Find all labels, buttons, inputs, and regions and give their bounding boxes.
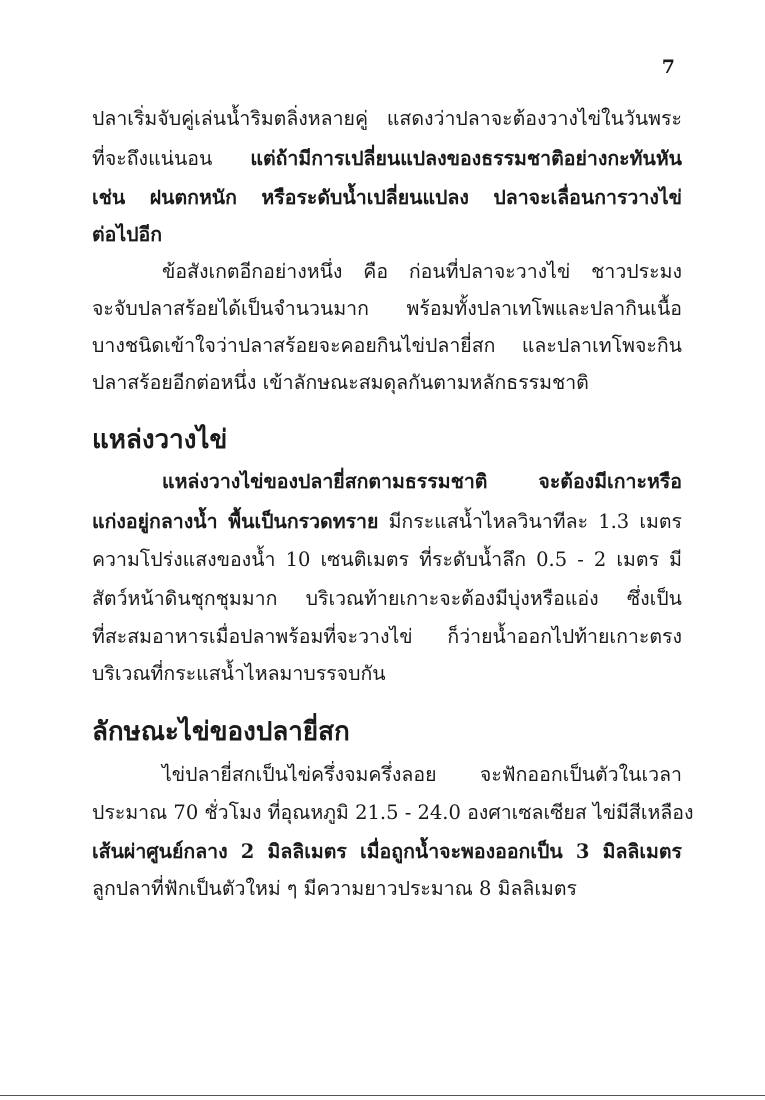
text-line: บริเวณที่กระแสน้ำไหลมาบรรจบกัน [92,662,386,685]
section-heading: ลักษณะไข่ของปลายี่สก [92,717,350,747]
text-line: ลูกปลาที่ฟักเป็นตัวใหม่ ๆ มีความยาวประมาณ 8 มิลลิเมตร [92,877,577,900]
text-line: ข้อสังเกตอีกอย่างหนึ่ง คือ ก่อนที่ปลาจะวางไข่ ชาวประมง [162,260,682,283]
text-line: ปลาเริ่มจับคู่เล่นน้ำริมตลิ่งหลายคู่ แสดงว่าปลาจะต้องวางไข่ในวันพระ [92,107,682,130]
text-line: ประมาณ 70 ชั่วโมง ที่อุณหภูมิ 21.5 - 24.0 องศาเซลเซียส ไข่มีสีเหลือง [92,801,694,824]
text-span: มีกระแสน้ำไหลวินาทีละ 1.3 เมตร [378,510,682,533]
text-line: ไข่ปลายี่สกเป็นไข่ครึ่งจมครึ่งลอย จะฟักออกเป็นตัวในเวลา [162,763,682,786]
text-line [92,503,682,541]
text-line: เช่น ฝนตกหนัก หรือระดับน้ำเปลี่ยนแปลง ปลาจะเลื่อนการวางไข่ [92,186,682,209]
text-line: แหล่งวางไข่ของปลายี่สกตามธรรมชาติ จะต้องมีเกาะหรือ [162,470,682,493]
text-span: ที่จะถึงแน่นอน [92,147,251,170]
page-bottom-rule [0,1095,765,1096]
page-number: 7 [661,56,675,78]
text-line: บางชนิดเข้าใจว่าปลาสร้อยจะคอยกินไข่ปลายี่สก และปลาเทโพจะกิน [92,334,682,357]
text-line: ปลาสร้อยอีกต่อหนึ่ง เข้าลักษณะสมดุลกันตามหลักธรรมชาติ [92,371,589,394]
bold-text-span: แต่ถ้ามีการเปลี่ยนแปลงของธรรมชาติอย่างกะทันหัน [250,147,682,170]
section-heading: แหล่งวางไข่ [92,425,228,455]
text-line: สัตว์หน้าดินชุกชุมมาก บริเวณท้ายเกาะจะต้องมีบุ่งหรือแอ่ง ซึ่งเป็น [92,587,682,610]
text-line: ที่สะสมอาหารเมื่อปลาพร้อมที่จะวางไข่ ก็ว่ายน้ำออกไปท้ายเกาะตรง [92,625,682,648]
text-line: เส้นผ่าศูนย์กลาง 2 มิลลิเมตร เมื่อถูกน้ำจะพองออกเป็น 3 มิลลิเมตร [92,840,682,863]
text-line [92,140,682,178]
text-line: ต่อไปอีก [92,223,163,246]
text-line: ความโปร่งแสงของน้ำ 10 เซนติเมตร ที่ระดับน้ำลึก 0.5 - 2 เมตร มี [92,548,682,571]
text-line: จะจับปลาสร้อยได้เป็นจำนวนมาก พร้อมทั้งปลาเทโพและปลากินเนื้อ [92,297,682,320]
bold-text-span: แก่งอยู่กลางน้ำ พื้นเป็นกรวดทราย [92,510,379,533]
